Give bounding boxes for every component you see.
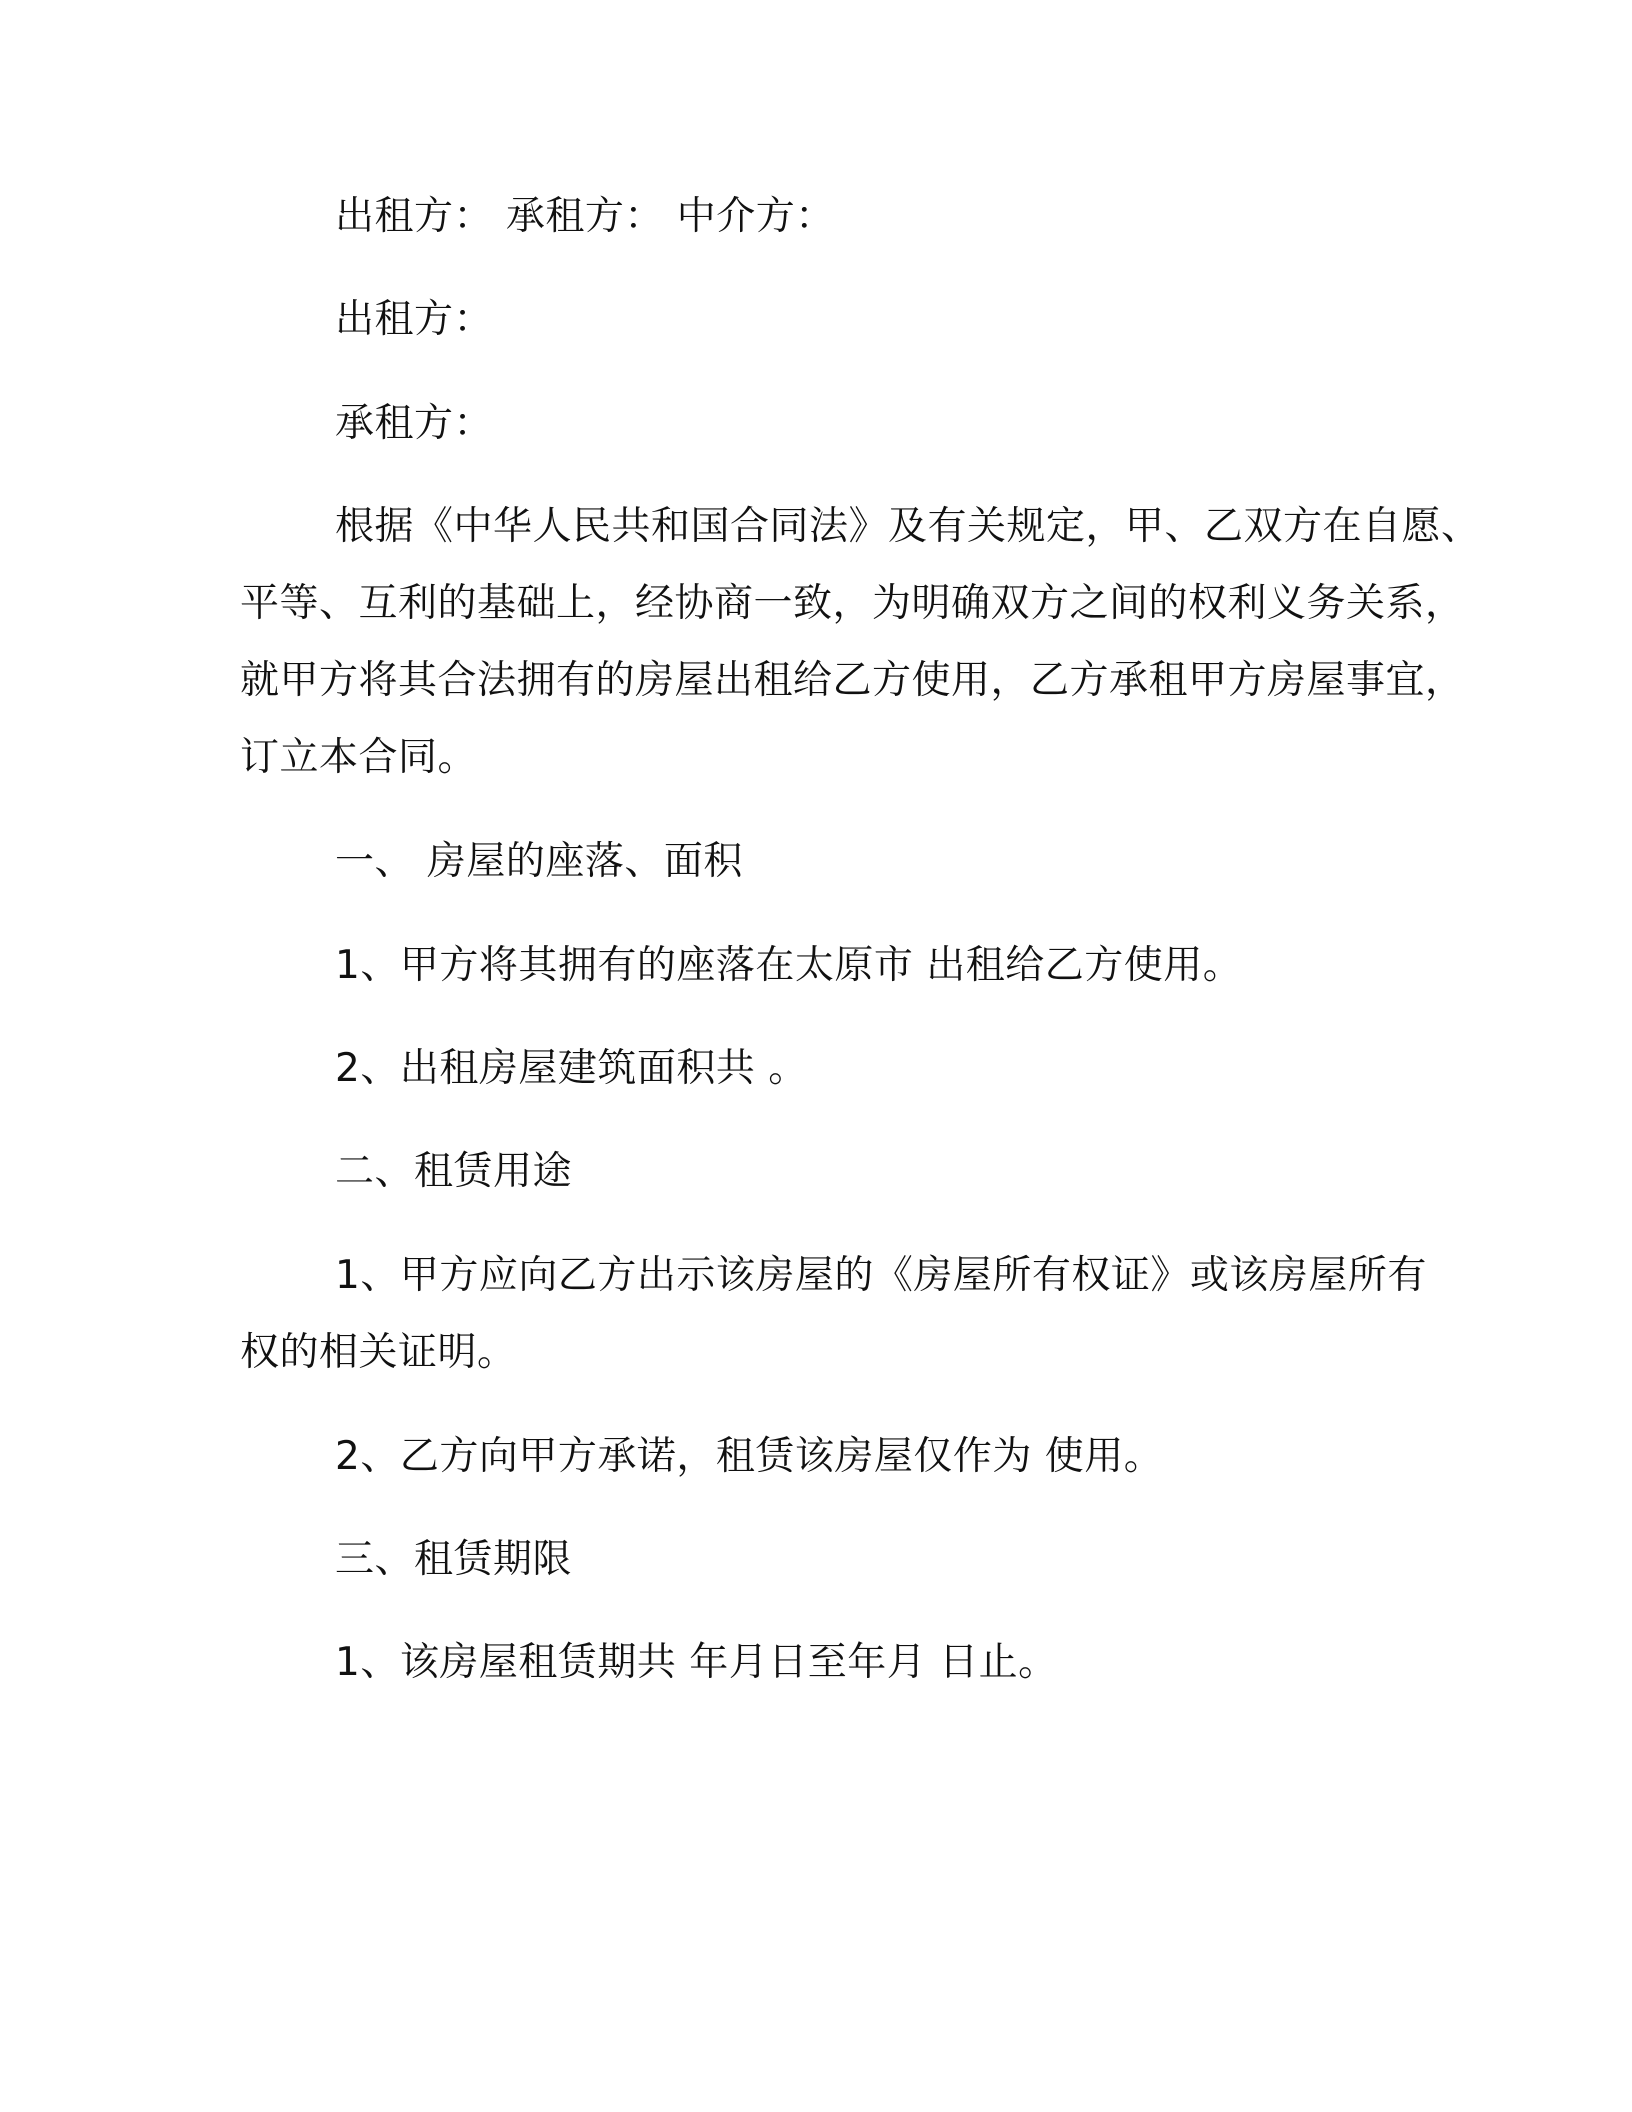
parties-header-line: 出租方： 承租方： 中介方： [335, 194, 835, 239]
preamble-line-3: 就甲方将其合法拥有的房屋出租给乙方使用，乙方承租甲方房屋事宜， [240, 658, 1465, 703]
preamble-line-2: 平等、互利的基础上，经协商一致，为明确双方之间的权利义务关系， [240, 581, 1465, 626]
clause-2-1-line-1: 1、甲方应向乙方出示该房屋的《房屋所有权证》或该房屋所有 [335, 1253, 1427, 1298]
lessor-line: 出租方： [335, 297, 494, 342]
preamble-line-1: 根据《中华人民共和国合同法》及有关规定，甲、乙双方在自愿、 [335, 504, 1481, 549]
clause-2-2: 2、乙方向甲方承诺，租赁该房屋仅作为 使用。 [335, 1434, 1164, 1479]
clause-3-1: 1、该房屋租赁期共 年月日至年月 日止。 [335, 1640, 1058, 1685]
section-heading-1: 一、 房屋的座落、面积 [335, 839, 743, 884]
clause-2-1-line-2: 权的相关证明。 [240, 1330, 517, 1375]
lessee-line: 承租方： [335, 401, 494, 446]
clause-1-1: 1、甲方将其拥有的座落在太原市 出租给乙方使用。 [335, 943, 1243, 988]
clause-1-2: 2、出租房屋建筑面积共 。 [335, 1046, 808, 1091]
preamble-line-4: 订立本合同。 [240, 735, 478, 780]
section-heading-2: 二、租赁用途 [335, 1149, 573, 1194]
section-heading-3: 三、租赁期限 [335, 1537, 573, 1582]
